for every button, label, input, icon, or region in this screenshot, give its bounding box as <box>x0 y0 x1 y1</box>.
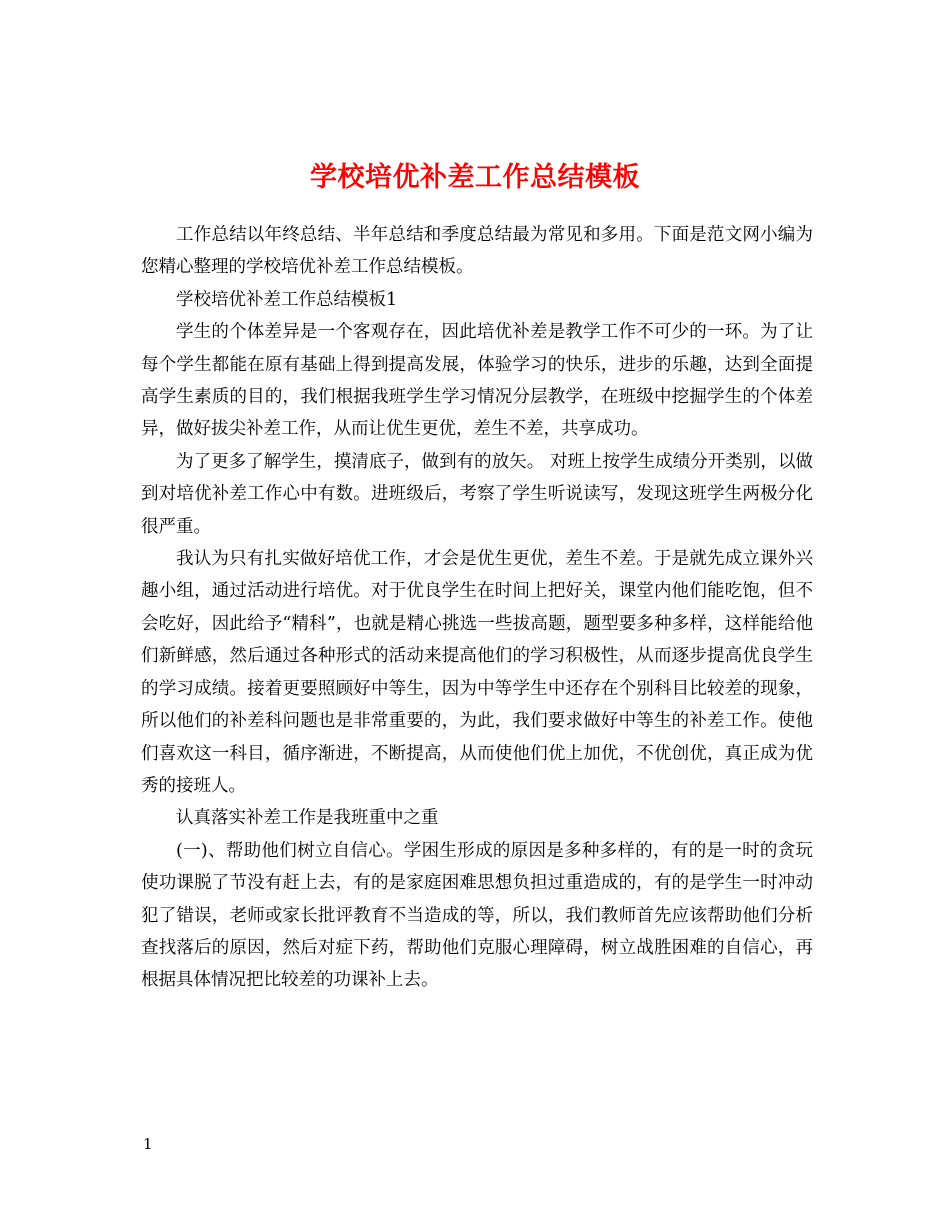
paragraph-enrichment-work: 我认为只有扎实做好培优工作，才会是优生更优，差生不差。于是就先成立课外兴趣小组，通过活动进行培优。对于优良学生在时间上把好关，课堂内他们能吃饱，但不会吃好，因此给予“精科”，也就是精心挑选一些拔高题，题型要多种多样，这样能给他们新鲜感，然后通过各种形式的活动来提高他们的学习积极性，从而逐步提高优良学生的学习成绩。接着更要照顾好中等生，因为中等学生中还存在个别科目比较差的现象，所以他们的补差科问题也是非常重要的，为此，我们要求做好中等生的补差工作。使他们喜欢这一科目，循序渐进，不断提高，从而使他们优上加优，不优创优，真正成为优秀的接班人。 <box>141 549 813 796</box>
paragraph-understanding-students: 为了更多了解学生，摸清底子，做到有的放矢。 对班上按学生成绩分开类别，以做到对培优补差工作心中有数。进班级后，考察了学生听说读写，发现这班学生两极分化很严重。 <box>141 451 813 537</box>
paragraph-section-heading: 学校培优补差工作总结模板1 <box>176 289 398 310</box>
paragraph-individual-differences: 学生的个体差异是一个客观存在，因此培优补差是教学工作不可少的一环。为了让每个学生都能在原有基础上得到提高发展，体验学习的快乐，进步的乐趣，达到全面提高学生素质的目的，我们根据我班学生学习情况分层教学，在班级中挖掘学生的个体差异，做好拔尖补差工作，从而让优生更优，差生不差，共享成功。 <box>141 322 813 440</box>
paragraph-remedial-priority: 认真落实补差工作是我班重中之重 <box>176 808 439 829</box>
document-title: 学校培优补差工作总结模板 <box>310 162 640 194</box>
paragraph-intro: 工作总结以年终总结、半年总结和季度总结最为常见和多用。下面是范文网小编为您精心整理的学校培优补差工作总结模板。 <box>141 225 813 278</box>
page-number: 1 <box>143 1135 153 1153</box>
paragraph-build-confidence: (一)、帮助他们树立自信心。学困生形成的原因是多种多样的，有的是一时的贪玩使功课脱了节没有赶上去，有的是家庭困难思想负担过重造成的，有的是学生一时冲动犯了错误，老师或家长批评教育不当造成的等，所以，我们教师首先应该帮助他们分析查找落后的原因，然后对症下药，帮助他们克服心理障碍，树立战胜困难的自信心，再根据具体情况把比较差的功课补上去。 <box>141 840 813 991</box>
document-body <box>141 219 813 997</box>
